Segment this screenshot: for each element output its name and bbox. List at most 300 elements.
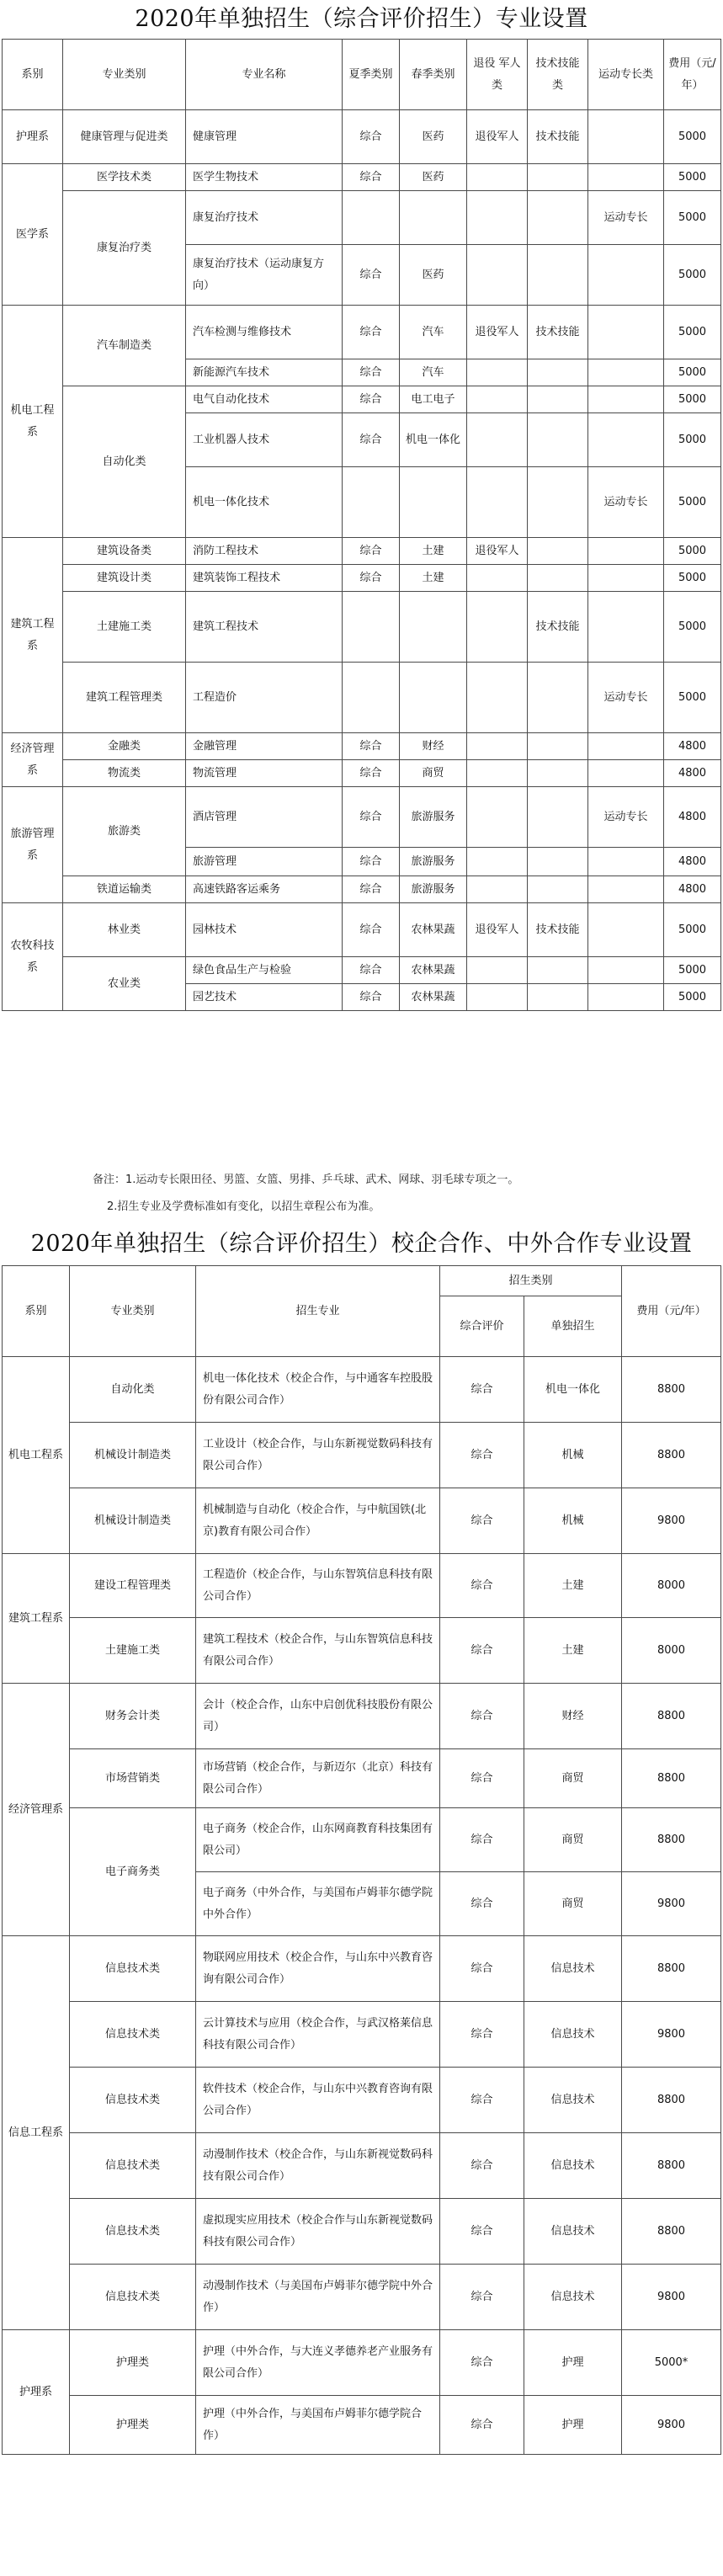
fee-cell: 4800 [664,876,721,903]
veteran-cell [467,413,528,467]
major-cell: 医学生物技术 [186,164,343,191]
category-cell: 土建施工类 [70,1618,196,1684]
summer-cell [343,191,400,245]
major-cell: 会计（校企合作，山东中启创优科技股份有限公司） [196,1684,440,1749]
fee-cell: 5000 [664,359,721,386]
veteran-cell [467,663,528,733]
table-row [3,565,721,592]
spring-cell: 土建 [400,538,467,565]
note-line-1: 备注：1.运动专长限田径、男篮、女篮、男排、乒乓球、武术、网球、羽毛球专项之一。 [93,1174,519,1186]
sports-cell [588,413,664,467]
single-cell: 商贸 [524,1749,622,1808]
skill-cell [528,733,588,760]
department-cell: 建筑工程系 [3,1554,70,1684]
fee-cell: 5000 [664,164,721,191]
header-type-group: 招生类别 [440,1266,622,1296]
category-cell: 信息技术类 [70,2133,196,2199]
major-cell: 建筑工程技术（校企合作，与山东智筑信息科技有限公司合作） [196,1618,440,1684]
category-cell: 铁道运输类 [63,876,186,903]
spring-cell: 旅游服务 [400,848,467,876]
category-cell: 汽车制造类 [63,306,186,386]
major-cell: 物流管理 [186,760,343,787]
skill-cell [528,164,588,191]
department-cell: 经济管理系 [3,1684,70,1936]
veteran-cell [467,359,528,386]
sports-cell [588,592,664,663]
table-row [3,306,721,359]
table2 [2,1265,721,2455]
header-major: 专业名称 [186,40,343,110]
single-cell: 信息技术 [524,2068,622,2133]
category-cell: 医学技术类 [63,164,186,191]
major-cell: 绿色食品生产与检验 [186,957,343,984]
summer-cell: 综合 [343,565,400,592]
category-cell: 机械设计制造类 [70,1488,196,1554]
table-row [3,760,721,787]
category-cell: 农业类 [63,957,186,1011]
skill-cell [528,245,588,306]
skill-cell [528,663,588,733]
skill-cell [528,538,588,565]
single-cell: 土建 [524,1554,622,1618]
comprehensive-cell: 综合 [440,2330,524,2396]
veteran-cell [467,191,528,245]
comprehensive-cell: 综合 [440,1618,524,1684]
summer-cell: 综合 [343,957,400,984]
comprehensive-cell: 综合 [440,2068,524,2133]
summer-cell: 综合 [343,876,400,903]
major-cell: 汽车检测与维修技术 [186,306,343,359]
single-cell: 信息技术 [524,2199,622,2265]
fee-cell: 8800 [622,2133,721,2199]
single-cell: 商贸 [524,1872,622,1936]
header-fee: 费用（元/年） [664,40,721,110]
fee-cell: 8800 [622,1684,721,1749]
table-row [3,164,721,191]
spring-cell [400,467,467,538]
table-row [3,538,721,565]
table-row [3,2068,721,2133]
comprehensive-cell: 综合 [440,1872,524,1936]
single-cell: 信息技术 [524,2133,622,2199]
table-row [3,191,721,245]
summer-cell: 综合 [343,848,400,876]
category-cell: 信息技术类 [70,1936,196,2002]
category-cell: 信息技术类 [70,2002,196,2068]
fee-cell: 8800 [622,1808,721,1872]
category-cell: 旅游类 [63,787,186,876]
major-cell: 工程造价 [186,663,343,733]
skill-cell: 技术技能 [528,306,588,359]
category-cell: 健康管理与促进类 [63,110,186,164]
sports-cell [588,733,664,760]
table1 [2,39,721,1011]
sports-cell [588,245,664,306]
fee-cell: 4800 [664,760,721,787]
table-row [3,2396,721,2455]
major-cell: 健康管理 [186,110,343,164]
major-cell: 建筑工程技术 [186,592,343,663]
fee-cell: 5000 [664,565,721,592]
major-cell: 新能源汽车技术 [186,359,343,386]
summer-cell: 综合 [343,164,400,191]
table-row [3,1749,721,1808]
comprehensive-cell: 综合 [440,1749,524,1808]
major-cell: 建筑装饰工程技术 [186,565,343,592]
fee-cell: 9800 [622,2396,721,2455]
major-cell: 软件技术（校企合作，与山东中兴教育咨询有限公司合作） [196,2068,440,2133]
fee-cell: 5000 [664,413,721,467]
sports-cell [588,957,664,984]
header-major: 招生专业 [196,1266,440,1357]
veteran-cell [467,467,528,538]
table-row [3,2002,721,2068]
fee-cell: 8800 [622,1749,721,1808]
table-row [3,1554,721,1618]
single-cell: 商贸 [524,1808,622,1872]
category-cell: 信息技术类 [70,2068,196,2133]
department-cell: 建筑工程系 [3,538,63,733]
skill-cell [528,413,588,467]
major-cell: 高速铁路客运乘务 [186,876,343,903]
major-cell: 护理（中外合作，与美国布卢姆菲尔德学院合作） [196,2396,440,2455]
category-cell: 机械设计制造类 [70,1423,196,1488]
fee-cell: 4800 [664,733,721,760]
sports-cell: 运动专长 [588,663,664,733]
sports-cell [588,164,664,191]
comprehensive-cell: 综合 [440,1554,524,1618]
comprehensive-cell: 综合 [440,1808,524,1872]
fee-cell: 5000 [664,110,721,164]
header-single: 单独招生 [524,1296,622,1357]
table-row [3,1488,721,1554]
veteran-cell [467,760,528,787]
table-row [3,1618,721,1684]
skill-cell [528,984,588,1011]
major-cell: 机电一体化技术 [186,467,343,538]
sports-cell [588,110,664,164]
category-cell: 护理类 [70,2330,196,2396]
single-cell: 土建 [524,1618,622,1684]
sports-cell [588,386,664,413]
spring-cell: 财经 [400,733,467,760]
category-cell: 自动化类 [63,386,186,538]
category-cell: 建筑设计类 [63,565,186,592]
department-cell: 机电工程系 [3,306,63,538]
spring-cell: 农林果蔬 [400,984,467,1011]
category-cell: 市场营销类 [70,1749,196,1808]
skill-cell [528,760,588,787]
summer-cell [343,663,400,733]
sports-cell [588,565,664,592]
category-cell: 信息技术类 [70,2265,196,2330]
header-summer: 夏季类别 [343,40,400,110]
major-cell: 酒店管理 [186,787,343,848]
single-cell: 机械 [524,1488,622,1554]
fee-cell: 5000 [664,957,721,984]
major-cell: 工业设计（校企合作，与山东新视觉数码科技有限公司合作） [196,1423,440,1488]
spring-cell: 医药 [400,164,467,191]
single-cell: 护理 [524,2330,622,2396]
spring-cell: 医药 [400,245,467,306]
veteran-cell [467,876,528,903]
single-cell: 信息技术 [524,1936,622,2002]
fee-cell: 8800 [622,1357,721,1423]
comprehensive-cell: 综合 [440,2002,524,2068]
fee-cell: 8000 [622,1554,721,1618]
skill-cell: 技术技能 [528,110,588,164]
comprehensive-cell: 综合 [440,1357,524,1423]
major-cell: 护理（中外合作，与大连义孝德养老产业服务有限公司合作） [196,2330,440,2396]
comprehensive-cell: 综合 [440,2265,524,2330]
header-category: 专业类别 [70,1266,196,1357]
spring-cell: 电工电子 [400,386,467,413]
department-cell: 农牧科技系 [3,903,63,1011]
summer-cell: 综合 [343,984,400,1011]
major-cell: 园艺技术 [186,984,343,1011]
major-cell: 市场营销（校企合作，与新迈尔（北京）科技有限公司合作） [196,1749,440,1808]
single-cell: 机电一体化 [524,1357,622,1423]
spring-cell: 汽车 [400,359,467,386]
table-row [3,1936,721,2002]
skill-cell: 技术技能 [528,903,588,957]
table-row [3,1684,721,1749]
veteran-cell [467,565,528,592]
category-cell: 建筑工程管理类 [63,663,186,733]
skill-cell [528,191,588,245]
major-cell: 电子商务（中外合作，与美国布卢姆菲尔德学院中外合作） [196,1872,440,1936]
veteran-cell [467,592,528,663]
header-department: 系别 [3,1266,70,1357]
fee-cell: 5000 [664,538,721,565]
spring-cell: 医药 [400,110,467,164]
major-cell: 旅游管理 [186,848,343,876]
major-cell: 消防工程技术 [186,538,343,565]
fee-cell: 9800 [622,1488,721,1554]
major-cell: 工程造价（校企合作，与山东智筑信息科技有限公司合作） [196,1554,440,1618]
category-cell: 自动化类 [70,1357,196,1423]
table-row [3,2265,721,2330]
veteran-cell: 退役军人 [467,306,528,359]
veteran-cell [467,733,528,760]
single-cell: 机械 [524,1423,622,1488]
single-cell: 信息技术 [524,2265,622,2330]
table-row [3,2199,721,2265]
summer-cell: 综合 [343,733,400,760]
category-cell: 财务会计类 [70,1684,196,1749]
summer-cell: 综合 [343,903,400,957]
major-cell: 云计算技术与应用（校企合作，与武汉格莱信息科技有限公司合作） [196,2002,440,2068]
fee-cell: 5000 [664,984,721,1011]
spring-cell [400,191,467,245]
header-category: 专业类别 [63,40,186,110]
fee-cell: 5000 [664,903,721,957]
fee-cell: 9800 [622,1872,721,1936]
veteran-cell [467,957,528,984]
comprehensive-cell: 综合 [440,1684,524,1749]
single-cell: 信息技术 [524,2002,622,2068]
skill-cell [528,787,588,848]
fee-cell: 8800 [622,2068,721,2133]
table1-title: 2020年单独招生（综合评价招生）专业设置 [135,6,588,32]
veteran-cell [467,164,528,191]
table-row [3,110,721,164]
category-cell: 康复治疗类 [63,191,186,306]
table-row [3,787,721,848]
table-row [3,592,721,663]
comprehensive-cell: 综合 [440,1488,524,1554]
summer-cell [343,592,400,663]
table-row [3,903,721,957]
department-cell: 经济管理系 [3,733,63,787]
sports-cell: 运动专长 [588,191,664,245]
comprehensive-cell: 综合 [440,2396,524,2455]
skill-cell [528,386,588,413]
sports-cell [588,903,664,957]
table-row [3,386,721,413]
fee-cell: 5000 [664,592,721,663]
summer-cell: 综合 [343,386,400,413]
major-cell: 康复治疗技术 [186,191,343,245]
single-cell: 护理 [524,2396,622,2455]
fee-cell: 4800 [664,787,721,848]
spring-cell: 商贸 [400,760,467,787]
veteran-cell [467,848,528,876]
sports-cell [588,359,664,386]
skill-cell [528,876,588,903]
header-spring: 春季类别 [400,40,467,110]
table-row [3,663,721,733]
category-cell: 护理类 [70,2396,196,2455]
summer-cell: 综合 [343,110,400,164]
header-department: 系别 [3,40,63,110]
sports-cell [588,306,664,359]
skill-cell [528,359,588,386]
fee-cell: 5000 [664,191,721,245]
major-cell: 动漫制作技术（校企合作，与山东新视觉数码科技有限公司合作） [196,2133,440,2199]
fee-cell: 8800 [622,2199,721,2265]
major-cell: 电气自动化技术 [186,386,343,413]
major-cell: 园林技术 [186,903,343,957]
major-cell: 康复治疗技术（运动康复方向） [186,245,343,306]
sports-cell: 运动专长 [588,787,664,848]
spring-cell [400,592,467,663]
category-cell: 金融类 [63,733,186,760]
fee-cell: 4800 [664,848,721,876]
veteran-cell [467,386,528,413]
header-veteran: 退役 军人类 [467,40,528,110]
table-row [3,733,721,760]
sports-cell: 运动专长 [588,467,664,538]
skill-cell [528,957,588,984]
department-cell: 医学系 [3,164,63,306]
fee-cell: 5000 [664,245,721,306]
fee-cell: 5000 [664,386,721,413]
skill-cell [528,565,588,592]
summer-cell: 综合 [343,538,400,565]
fee-cell: 8800 [622,1423,721,1488]
veteran-cell: 退役军人 [467,903,528,957]
header-skill: 技术技能类 [528,40,588,110]
fee-cell: 9800 [622,2002,721,2068]
category-cell: 信息技术类 [70,2199,196,2265]
major-cell: 物联网应用技术（校企合作，与山东中兴教育咨询有限公司合作） [196,1936,440,2002]
header-comprehensive: 综合评价 [440,1296,524,1357]
major-cell: 动漫制作技术（与美国布卢姆菲尔德学院中外合作） [196,2265,440,2330]
spring-cell: 汽车 [400,306,467,359]
spring-cell: 机电一体化 [400,413,467,467]
spring-cell: 农林果蔬 [400,903,467,957]
sports-cell [588,848,664,876]
sports-cell [588,760,664,787]
table-row [3,876,721,903]
note-line-2: 2.招生专业及学费标准如有变化，以招生章程公布为准。 [107,1200,380,1213]
spring-cell: 旅游服务 [400,787,467,848]
category-cell: 建设工程管理类 [70,1554,196,1618]
veteran-cell [467,787,528,848]
spring-cell: 旅游服务 [400,876,467,903]
table-row [3,1357,721,1423]
veteran-cell [467,984,528,1011]
fee-cell: 9800 [622,2265,721,2330]
table2-title: 2020年单独招生（综合评价招生）校企合作、中外合作专业设置 [30,1231,693,1257]
summer-cell: 综合 [343,787,400,848]
summer-cell: 综合 [343,245,400,306]
fee-cell: 8800 [622,1936,721,2002]
comprehensive-cell: 综合 [440,2133,524,2199]
skill-cell [528,848,588,876]
table-header-row [3,1266,721,1296]
comprehensive-cell: 综合 [440,1936,524,2002]
sports-cell [588,538,664,565]
comprehensive-cell: 综合 [440,1423,524,1488]
table-header-row [3,40,721,110]
category-cell: 林业类 [63,903,186,957]
major-cell: 机电一体化技术（校企合作，与中通客车控股股份有限公司合作） [196,1357,440,1423]
fee-cell: 5000 [664,663,721,733]
sports-cell [588,984,664,1011]
department-cell: 护理系 [3,2330,70,2455]
comprehensive-cell: 综合 [440,2199,524,2265]
summer-cell [343,467,400,538]
major-cell: 电子商务（校企合作，山东网商教育科技集团有限公司） [196,1808,440,1872]
summer-cell: 综合 [343,760,400,787]
summer-cell: 综合 [343,359,400,386]
fee-cell: 8000 [622,1618,721,1684]
spring-cell: 土建 [400,565,467,592]
category-cell: 物流类 [63,760,186,787]
fee-cell: 5000* [622,2330,721,2396]
major-cell: 机械制造与自动化（校企合作，与中航国铁(北京)教育有限公司合作） [196,1488,440,1554]
department-cell: 信息工程系 [3,1936,70,2330]
single-cell: 财经 [524,1684,622,1749]
skill-cell [528,467,588,538]
table-row [3,957,721,984]
department-cell: 护理系 [3,110,63,164]
major-cell: 工业机器人技术 [186,413,343,467]
department-cell: 旅游管理系 [3,787,63,903]
fee-cell: 5000 [664,467,721,538]
category-cell: 土建施工类 [63,592,186,663]
spring-cell: 农林果蔬 [400,957,467,984]
table-row [3,2330,721,2396]
header-sports: 运动专长类 [588,40,664,110]
major-cell: 虚拟现实应用技术（校企合作与山东新视觉数码科技有限公司合作） [196,2199,440,2265]
category-cell: 电子商务类 [70,1808,196,1936]
summer-cell: 综合 [343,306,400,359]
veteran-cell: 退役军人 [467,538,528,565]
major-cell: 金融管理 [186,733,343,760]
